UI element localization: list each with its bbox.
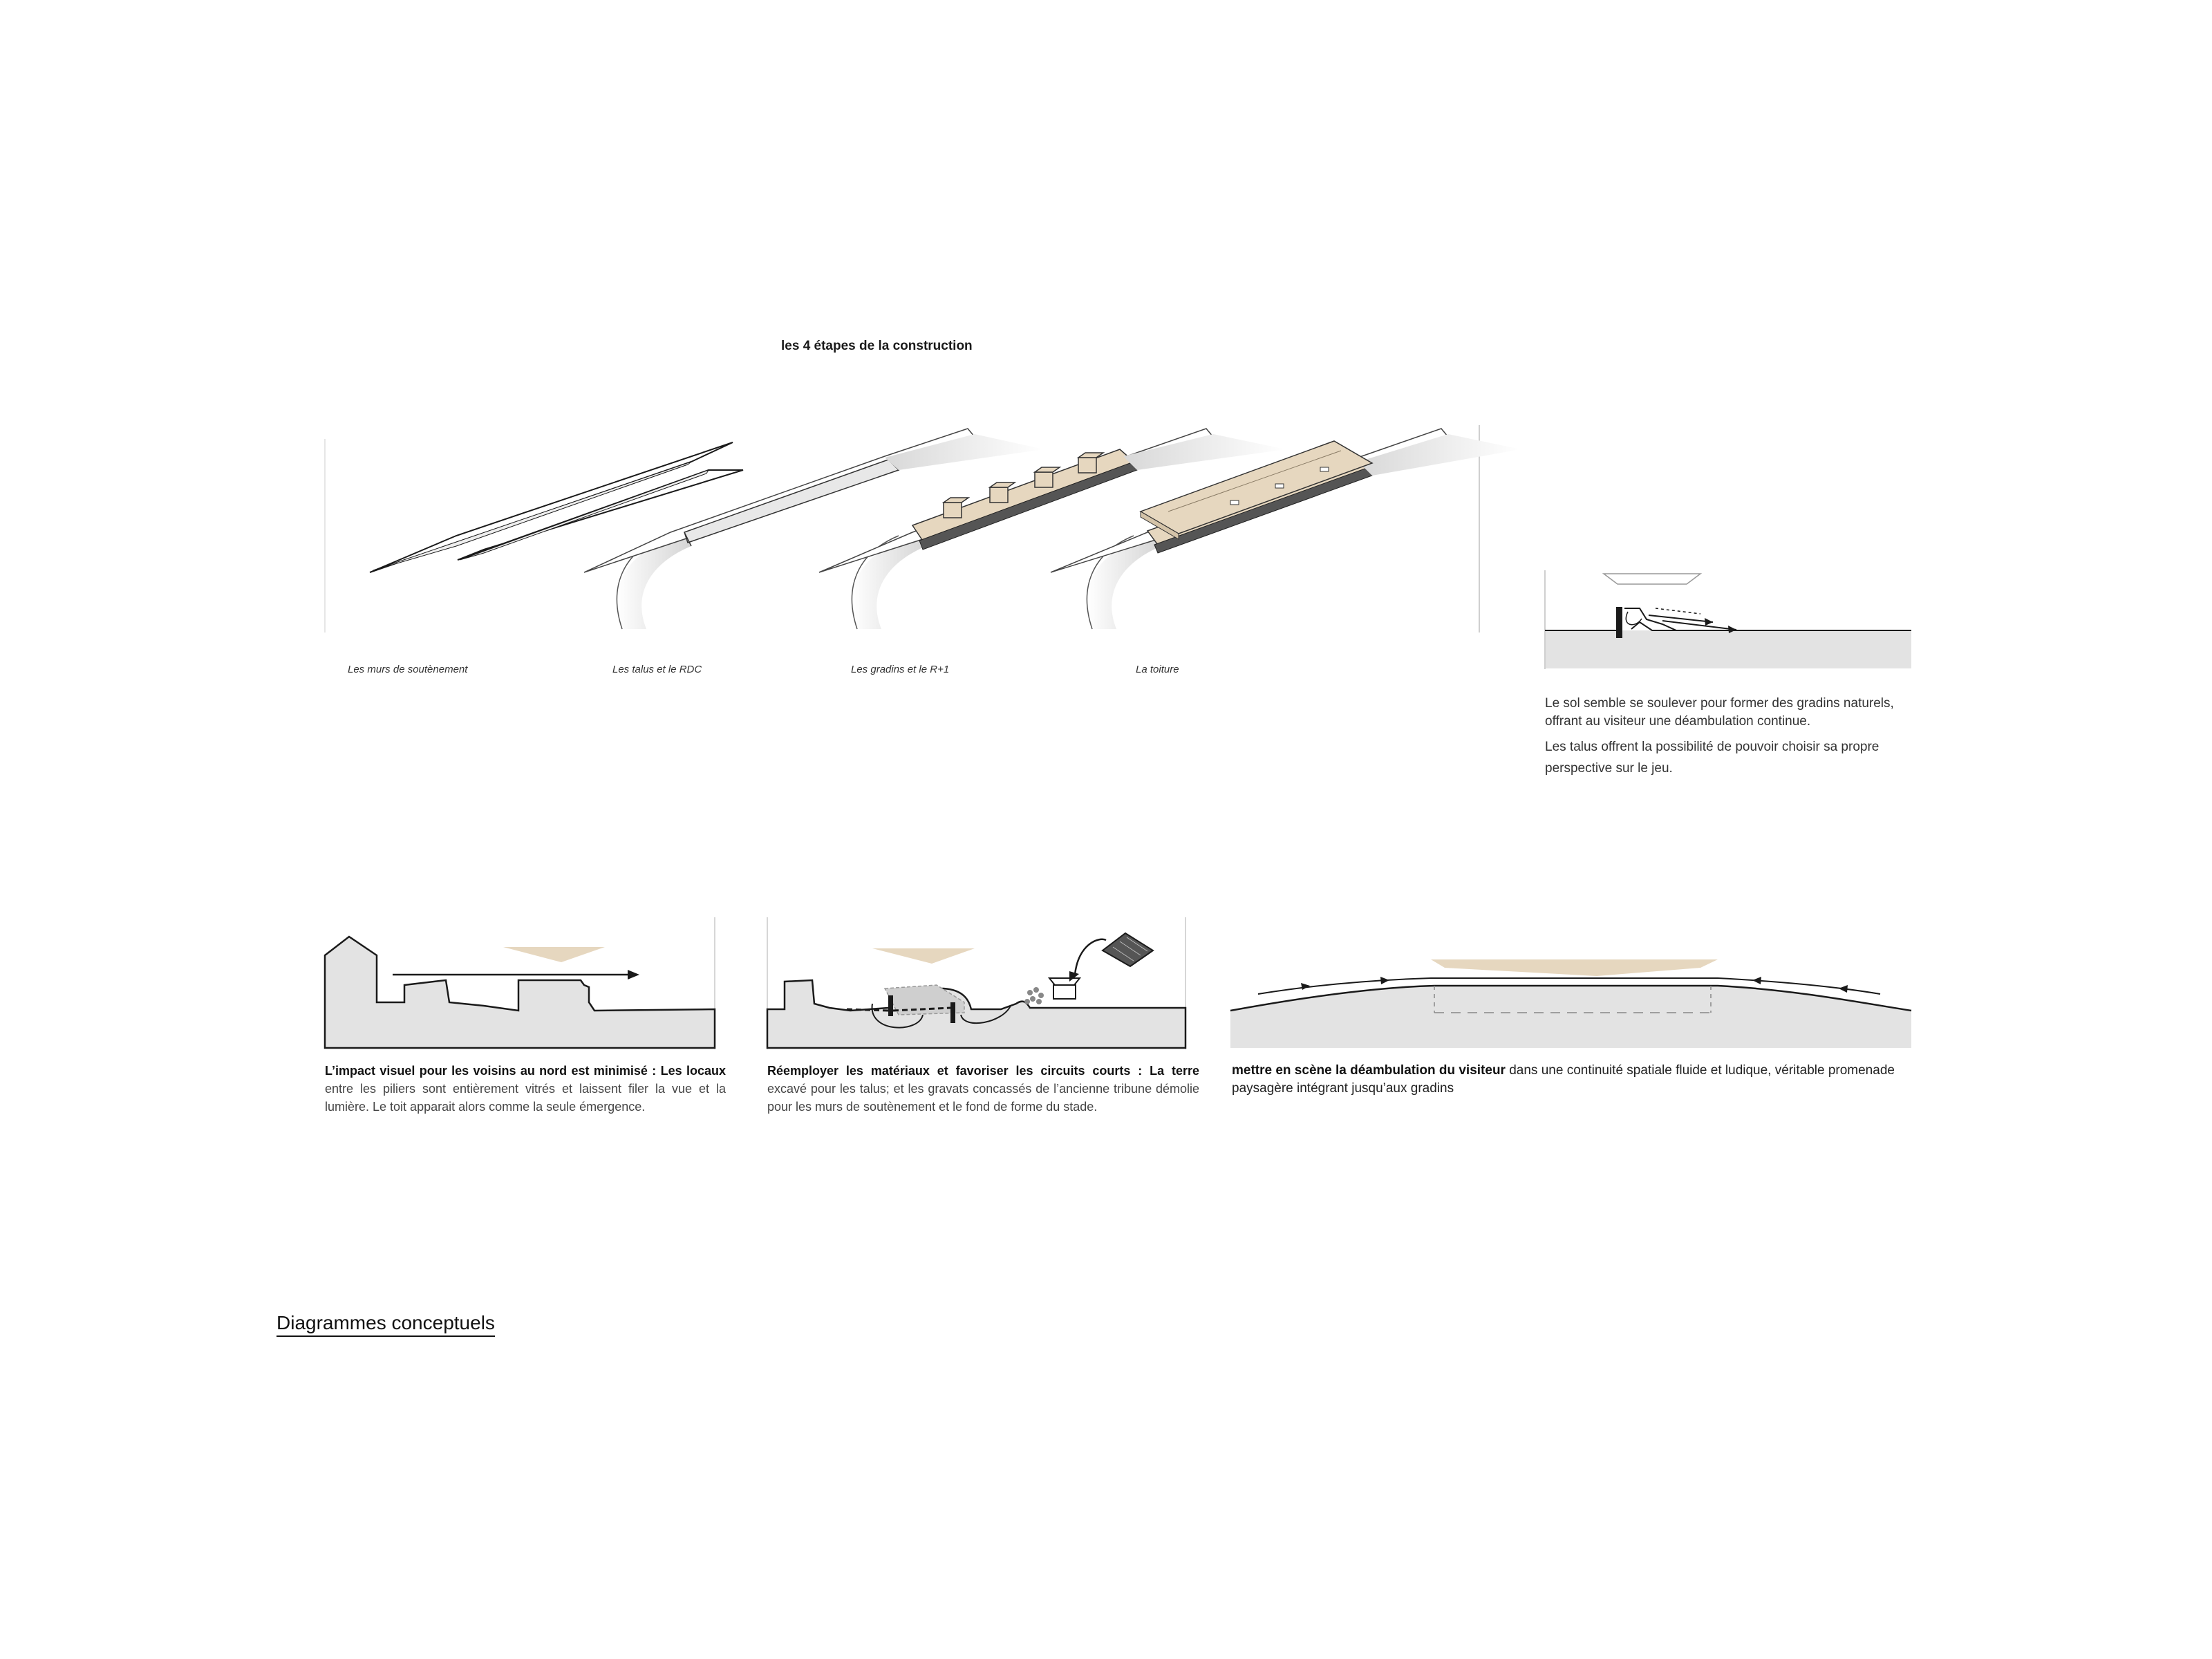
panel2-description — [767, 1062, 1199, 1116]
panel3-description — [1232, 1062, 1923, 1098]
caption-step-4: La toiture — [1136, 664, 1179, 675]
section-title: Diagrammes conceptuels — [276, 1312, 495, 1337]
right-panel-text-1: Le sol semble se soulever pour former des gradins naturels, offrant au visiteur une déambulation continue. — [1545, 696, 1894, 729]
panel2-reuse-materials — [767, 917, 1185, 1049]
right-panel-text-2: Les talus offrent la possibilité de pouvoir choisir sa propre perspective sur le jeu. — [1545, 740, 1880, 776]
panel2-bold: Réemployer les matériaux et favoriser les circuits courts : La terre — [767, 1064, 1199, 1078]
panel3-bold: mettre en scène la déambulation du visiteur — [1232, 1063, 1506, 1078]
panel1-bold: L’impact visuel pour les voisins au nord est minimisé : Les locaux — [325, 1064, 726, 1078]
panel1-visual-impact — [325, 917, 715, 1049]
caption-step-2: Les talus et le RDC — [612, 664, 702, 675]
caption-step-1: Les murs de soutènement — [348, 664, 468, 675]
panel1-description — [325, 1062, 726, 1116]
panel1-text: entre les piliers sont entièrement vitrés et laissent filer la vue et la lumière. Le toit apparait alors comme la seule émergence. — [325, 1082, 726, 1114]
panel2-text: excavé pour les talus; et les gravats concassés de l’ancienne tribune démolie pour les murs de soutènement et le fond de forme du stade. — [767, 1082, 1199, 1114]
panel3-visitor-path — [1230, 959, 1911, 1048]
steps-title: les 4 étapes de la construction — [781, 339, 973, 353]
panel3-text: dans une continuité spatiale fluide et ludique, véritable promenade paysagère intégrant jusqu’aux gradins — [1232, 1063, 1895, 1096]
caption-step-3: Les gradins et le R+1 — [851, 664, 950, 675]
